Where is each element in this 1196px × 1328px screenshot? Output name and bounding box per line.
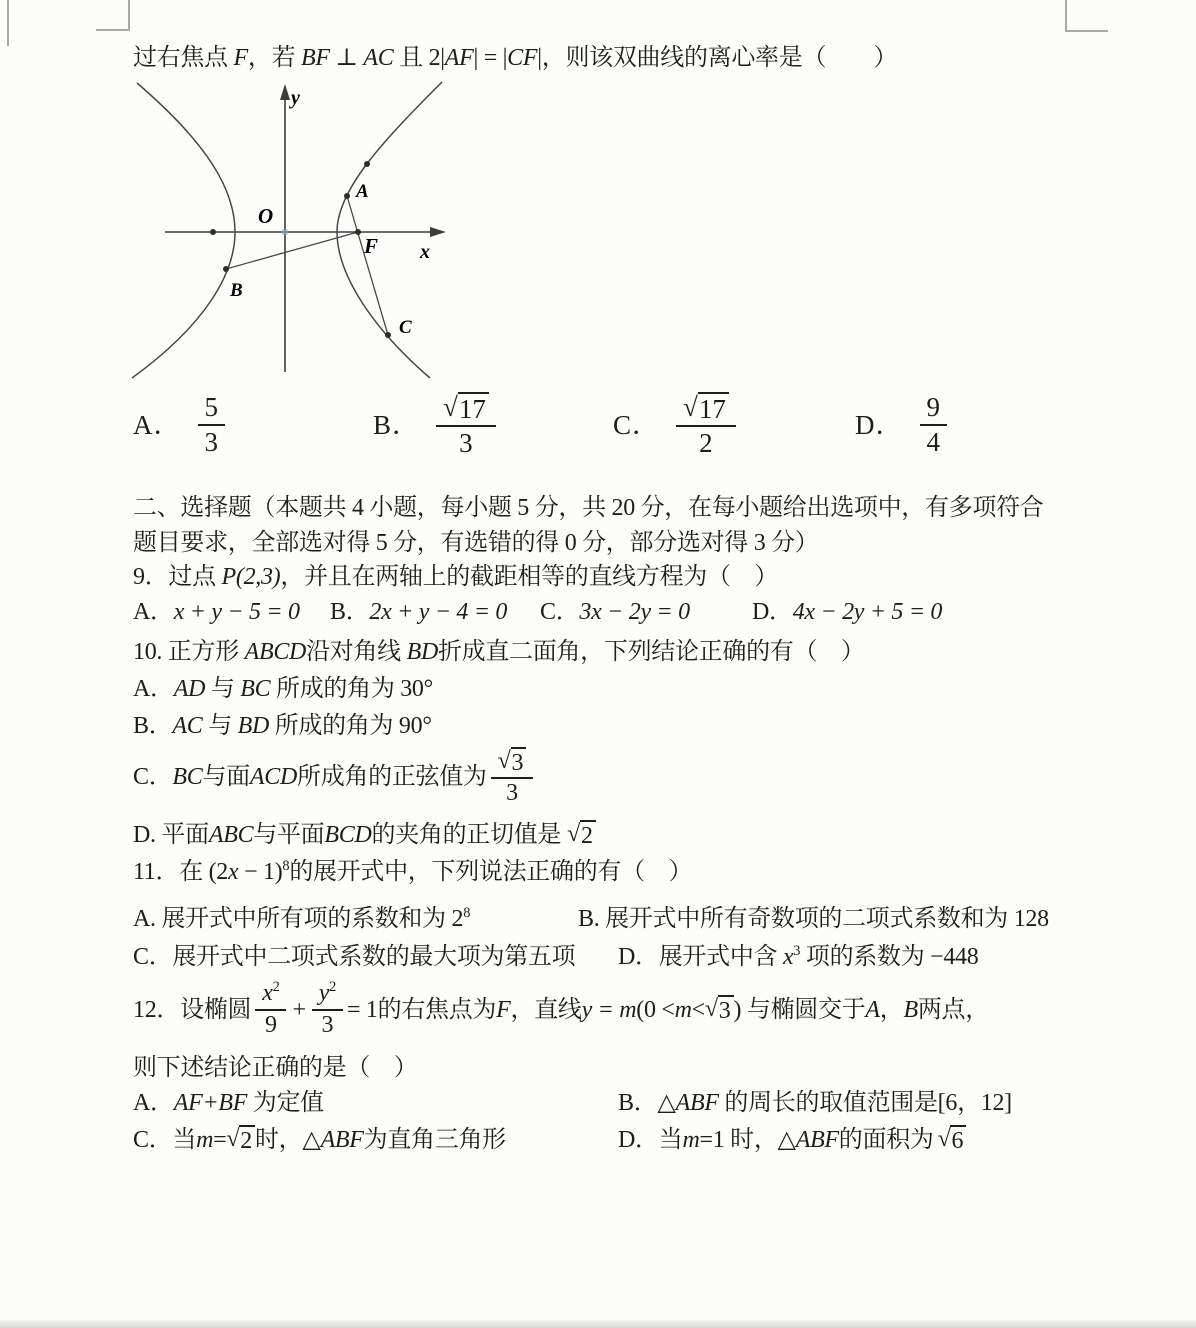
option-label: D. 平面 <box>133 821 209 848</box>
q12-option-b <box>618 1087 1012 1120</box>
option-label: A. <box>133 906 162 932</box>
option-text: =1 时， <box>699 1126 778 1153</box>
fraction-numerator <box>491 747 534 779</box>
figure-label-A: A <box>356 181 369 202</box>
question10-stem <box>133 636 865 669</box>
segment-BF <box>226 232 358 269</box>
question8-stem <box>133 42 897 75</box>
figure-label-O: O <box>258 204 274 228</box>
q12-option-c <box>133 1120 506 1160</box>
exponent: 2 <box>329 979 336 996</box>
radical-sign: √ <box>937 1126 951 1153</box>
math-expr: (2 <box>208 859 229 885</box>
math-var: A <box>865 996 880 1023</box>
fraction <box>312 980 343 1039</box>
math-var: y <box>318 980 330 1007</box>
fraction-denominator: 3 <box>321 1012 334 1038</box>
x-axis-arrow <box>430 227 446 237</box>
stem-text: ，若 <box>247 45 301 71</box>
option-label: B． <box>373 409 421 440</box>
option-text: 的面积为 <box>838 1126 934 1153</box>
fraction-numerator: 5 <box>198 392 226 426</box>
point-B-dot <box>223 266 229 272</box>
exponent: 8 <box>282 858 290 874</box>
segment-AC <box>347 196 388 335</box>
option-text: 所成的角为 30° <box>270 676 433 702</box>
option-text: 与平面 <box>253 821 325 848</box>
fraction <box>255 980 286 1039</box>
fraction <box>676 391 736 460</box>
triangle-symbol: △ <box>657 1090 676 1116</box>
option-label: A． <box>133 599 174 625</box>
radicand: 2 <box>239 1125 255 1154</box>
math-expr: − 1) <box>238 859 283 885</box>
figure-label-x: x <box>420 241 430 263</box>
branch-point-dot <box>364 161 370 167</box>
radicand: 2 <box>580 820 596 849</box>
option-text: 为直角三角形 <box>363 1126 506 1153</box>
figure-label-C: C <box>399 317 412 338</box>
math-var: F <box>496 996 511 1023</box>
figure-label-F: F <box>364 234 379 258</box>
math-var: ABF <box>320 1126 364 1153</box>
radical-sign: √ <box>443 391 458 422</box>
option-text: 项的系数为 −448 <box>800 944 979 970</box>
question11-stem <box>133 856 692 889</box>
fraction-denominator: 3 <box>459 428 473 459</box>
hyperbola-left-branch <box>132 83 235 378</box>
option-label: C． <box>133 944 173 970</box>
radicand: 3 <box>718 995 734 1024</box>
radical <box>443 392 489 425</box>
fraction <box>436 391 496 460</box>
option-label: C． <box>613 409 661 440</box>
option-label: D．当 <box>618 1126 683 1153</box>
point-F-dot <box>355 229 361 235</box>
math-var: AF <box>444 45 474 71</box>
option-label: B． <box>133 713 173 739</box>
option-text: 与面 <box>202 763 250 790</box>
option-text: 展开式中所有奇数项的二项式系数和为 128 <box>605 906 1049 932</box>
math-var: ABCD <box>244 639 307 665</box>
math-var: x <box>262 980 273 1007</box>
option-text: 时， <box>254 1126 303 1153</box>
q9-option-d <box>752 596 942 629</box>
stem-text: ，直线 <box>510 996 582 1023</box>
math-var: m <box>674 996 692 1023</box>
math-var: ABF <box>795 1126 839 1153</box>
math-expr: x + y − 5 = 0 <box>173 599 300 625</box>
q11-option-a <box>133 903 470 936</box>
q12-option-d <box>618 1120 966 1160</box>
option-label: A． <box>133 676 174 702</box>
q8-option-d <box>855 388 951 462</box>
option-label: A． <box>133 1090 174 1116</box>
q8-option-a <box>133 388 229 462</box>
option-text: 为定值 <box>247 1090 324 1116</box>
radical-sign: √ <box>497 747 511 774</box>
math-var: B <box>903 996 918 1023</box>
figure-label-y: y <box>291 87 300 109</box>
math-var: ABC <box>208 821 254 848</box>
q11-option-b <box>578 903 1049 936</box>
math-var: BF <box>300 45 330 71</box>
math-var: P <box>221 564 236 590</box>
math-var: m <box>196 1126 214 1153</box>
figure-label-B: B <box>230 280 243 301</box>
option-label: C． <box>133 763 173 790</box>
left-focus-dot <box>210 229 216 235</box>
fraction-denominator: 4 <box>926 427 940 457</box>
fraction <box>491 747 534 808</box>
stem-text: 11．在 <box>133 859 209 885</box>
math-var: AD <box>173 676 206 702</box>
math-var: AC <box>172 713 203 739</box>
page-corner-mark-topright-h <box>1065 30 1108 32</box>
math-var: CF <box>507 45 538 71</box>
radical <box>683 392 729 425</box>
math-var: x <box>782 944 794 970</box>
q9-option-a <box>133 596 300 629</box>
question12-stem <box>133 968 989 1052</box>
stem-text: ⊥ <box>329 45 364 71</box>
option-text: = <box>213 1126 227 1153</box>
math-var: BCD <box>324 821 372 848</box>
radical <box>938 1125 967 1154</box>
triangle-symbol: △ <box>302 1126 321 1153</box>
stem-text: < <box>691 996 705 1023</box>
page-bottom-edge <box>0 1320 1196 1328</box>
option-text: 的夹角的正切值是 <box>371 821 562 848</box>
q8-option-b <box>373 388 500 462</box>
stem-text: = 1的右焦点为 <box>346 996 497 1023</box>
math-expr: 2x + y − 4 = 0 <box>369 599 508 625</box>
fraction-denominator: 2 <box>699 428 713 459</box>
math-var: BD <box>406 639 438 665</box>
fraction-numerator: 9 <box>920 392 948 426</box>
stem-text: ， <box>879 996 904 1023</box>
stem-text: 过右焦点 <box>133 45 234 71</box>
radicand: 17 <box>698 392 729 425</box>
q10-option-a <box>133 673 433 706</box>
option-text: 展开式中二项式系数的最大项为第五项 <box>172 944 576 970</box>
origin-artifact <box>282 229 288 235</box>
radicand: 6 <box>950 1125 966 1154</box>
math-var: AC <box>363 45 394 71</box>
option-label: B. <box>578 906 606 932</box>
radical-sign: √ <box>704 996 718 1023</box>
stem-text: ) 与椭圆交于 <box>733 996 866 1023</box>
option-text: 的周长的取值范围是[6，12] <box>718 1090 1012 1116</box>
exponent: 3 <box>793 943 801 959</box>
stem-text: 12．设椭圆 <box>133 996 252 1023</box>
triangle-symbol: △ <box>777 1126 796 1153</box>
option-text: 与 <box>205 676 241 702</box>
option-label: D． <box>618 944 659 970</box>
q10-option-c <box>133 742 537 812</box>
option-label: C． <box>540 599 580 625</box>
radical-sign: √ <box>683 391 698 422</box>
page-corner-mark-topleft-h <box>96 29 130 31</box>
fraction-numerator <box>676 391 736 428</box>
math-var: x <box>228 859 239 885</box>
exponent: 2 <box>272 979 280 996</box>
math-expr: 4x − 2y + 5 = 0 <box>792 599 943 625</box>
hyperbola-figure <box>120 80 480 380</box>
stem-text: (0 < <box>636 996 675 1023</box>
stem-text: 9．过点 <box>133 564 222 590</box>
option-label: A． <box>133 409 182 440</box>
q9-option-b <box>330 596 507 629</box>
radical-sign: √ <box>226 1126 240 1153</box>
option-label: D． <box>855 409 904 440</box>
math-expr: AF+BF <box>173 1090 248 1116</box>
math-var: BC <box>172 763 203 790</box>
radical <box>226 1125 255 1154</box>
option-label: B． <box>330 599 370 625</box>
page-edge-mark-left <box>7 0 9 46</box>
q9-option-c <box>540 596 690 629</box>
radical <box>567 820 596 849</box>
stem-text: 沿对角线 <box>306 639 407 665</box>
point-C-dot <box>385 332 391 338</box>
stem-text: 的展开式中，下列说法正确的有（ ） <box>289 859 693 885</box>
radical-sign: √ <box>567 821 580 848</box>
math-expr: 3x − 2y = 0 <box>579 599 690 625</box>
stem-text: | = | <box>473 45 508 71</box>
fraction <box>920 392 948 458</box>
fraction-numerator <box>312 980 343 1011</box>
y-axis-arrow <box>280 84 290 100</box>
fraction-denominator: 9 <box>264 1012 277 1038</box>
question9-stem <box>133 561 778 594</box>
fraction-denominator: 3 <box>506 779 518 806</box>
stem-text: 两点， <box>917 996 989 1023</box>
option-text: 展开式中含 <box>658 944 783 970</box>
q10-option-d <box>133 815 596 855</box>
stem-text: ，并且在两轴上的截距相等的直线方程为（ ） <box>280 564 779 590</box>
math-var: ABF <box>675 1090 719 1116</box>
option-text: 与 <box>202 713 238 739</box>
page-corner-mark-topleft-v <box>128 0 130 31</box>
math-var: m <box>682 1126 700 1153</box>
exponent: 8 <box>463 905 471 921</box>
q12-option-a <box>133 1087 324 1120</box>
stem-text: |，则该双曲线的离心率是（ ） <box>537 45 898 71</box>
section2-header-line1: 二、选择题（本题共 4 小题，每小题 5 分，共 20 分，在每小题给出选项中，有多项符合 <box>133 495 1044 521</box>
q10-option-b <box>133 710 432 743</box>
option-label: B． <box>618 1090 658 1116</box>
point-A-dot <box>344 193 350 199</box>
fraction-numerator <box>436 391 496 428</box>
radical <box>705 995 734 1024</box>
stem-text: 折成直二面角，下列结论正确的有（ ） <box>437 639 865 665</box>
math-expr: y = m <box>581 996 637 1023</box>
math-expr: 2 <box>451 906 464 932</box>
section2-header-line2: 题目要求，全部选对得 5 分，有选错的得 0 分，部分选对得 3 分） <box>133 530 819 556</box>
stem-text: 10. 正方形 <box>133 639 245 665</box>
radicand: 3 <box>511 747 527 776</box>
q8-option-c <box>613 388 740 462</box>
math-var: BD <box>237 713 270 739</box>
option-label: D． <box>752 599 793 625</box>
question12-stem-line2: 则下述结论正确的是（ ） <box>133 1055 418 1081</box>
radicand: 17 <box>458 392 489 425</box>
radical <box>498 747 527 776</box>
math-var: BC <box>240 676 271 702</box>
math-var: F <box>233 45 248 71</box>
fraction <box>198 392 226 458</box>
page-corner-mark-topright-v <box>1065 0 1067 32</box>
option-text: 所成角的正弦值为 <box>297 763 487 790</box>
option-text: 展开式中所有项的系数和为 <box>161 906 452 932</box>
option-text: 所成的角为 90° <box>269 713 432 739</box>
fraction-numerator <box>255 980 286 1011</box>
option-label: C．当 <box>133 1126 197 1153</box>
math-expr: (2,3) <box>235 564 281 590</box>
plus-operator: + <box>292 996 306 1023</box>
fraction-denominator: 3 <box>204 427 218 457</box>
math-var: ACD <box>249 763 298 790</box>
stem-text: 且 2| <box>393 45 445 71</box>
